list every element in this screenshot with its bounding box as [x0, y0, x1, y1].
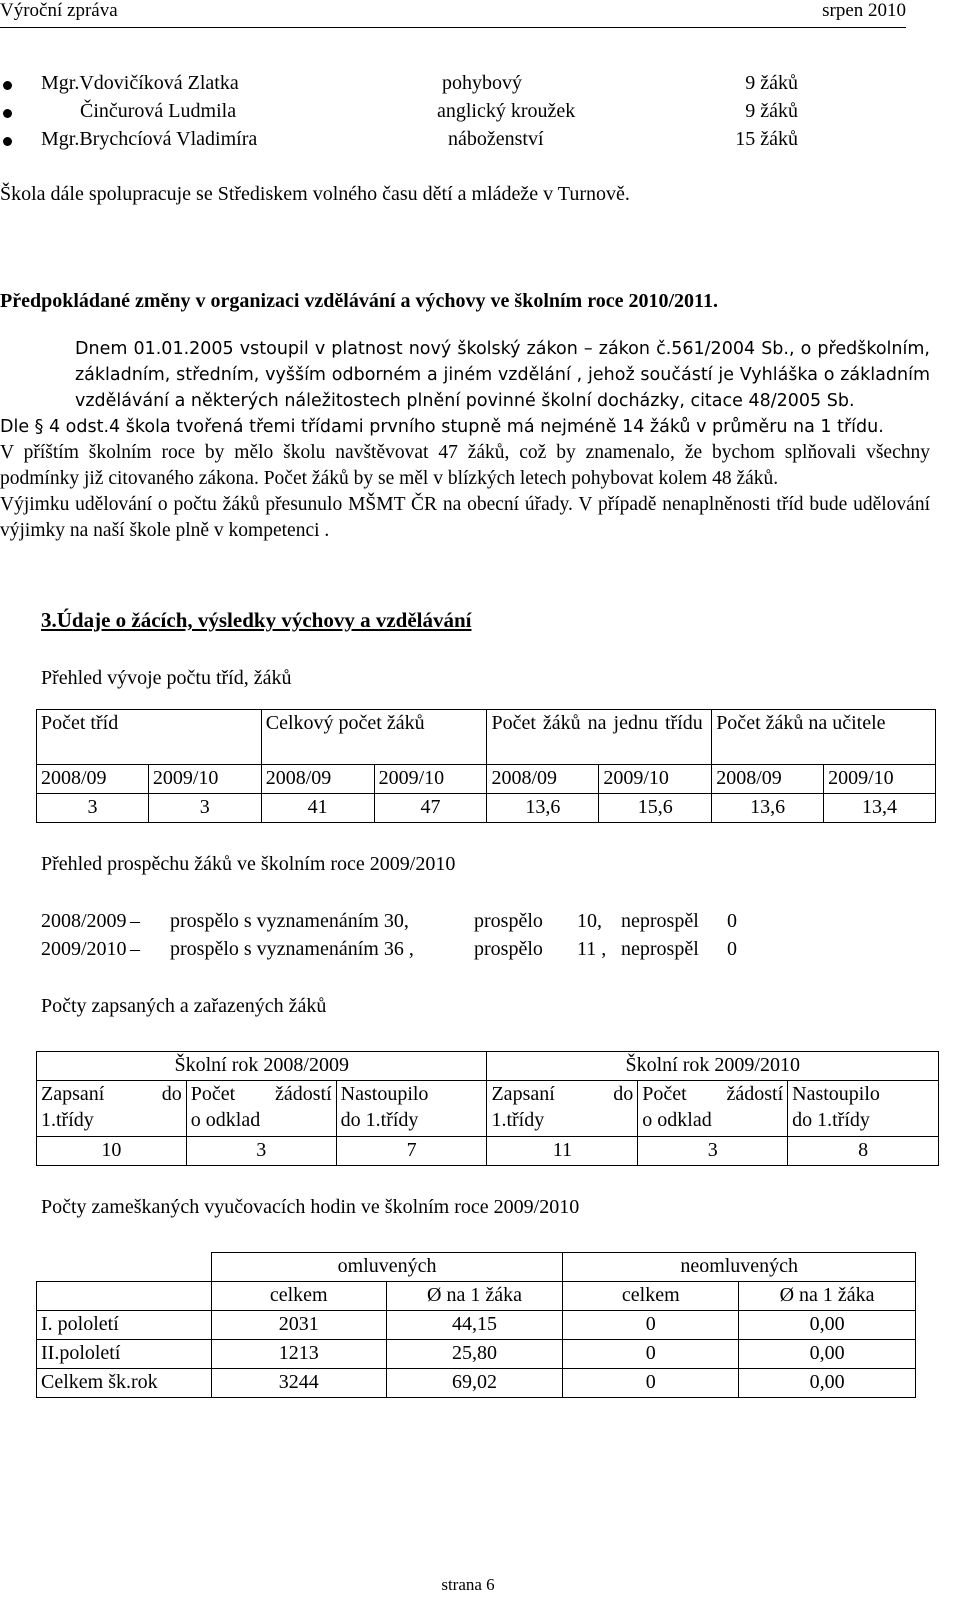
table-row	[37, 1311, 916, 1340]
bullet-icon	[3, 109, 12, 118]
changes-paragraph: Dnem 01.01.2005 vstoupil v platnost nový školský zákon – zákon č.561/2004 Sb., o předškolním, základním, středním, vyšším odborném a jiném vzdělání , jehož součástí je Vyhláška o základním vzdělávání a některých náležitostech plnění povinné školní docházky, citace 48/2005 Sb.	[75, 339, 930, 411]
absence-table	[36, 1252, 916, 1398]
results-failed-count: 0	[727, 910, 737, 932]
table-header-cell: Zapsaní do 1.třídy	[37, 1081, 187, 1137]
table-row	[37, 1052, 939, 1081]
table-header-cell: Počet žádostí o odklad	[638, 1081, 788, 1137]
table-row	[37, 1253, 916, 1282]
table-row	[37, 794, 936, 823]
results-honours: prospělo s vyznamenáním 30,	[170, 910, 409, 932]
table-row	[37, 1137, 939, 1166]
table-cell: 1213	[211, 1340, 386, 1369]
changes-body	[0, 336, 930, 544]
table-row	[37, 1081, 939, 1137]
table-cell: 0	[563, 1311, 739, 1340]
results-failed-label: neprospěl	[621, 938, 699, 960]
table-cell: 13,4	[824, 794, 936, 823]
table-cell: 10	[37, 1137, 187, 1166]
table-cell: 0	[563, 1340, 739, 1369]
teacher-name: Mgr.Brychcíová Vladimíra	[41, 128, 258, 150]
table-header-cell: Počet žáků na jednu třídu	[487, 710, 712, 765]
results-year: 2008/2009	[41, 910, 127, 932]
header-title: Výroční zpráva	[0, 0, 118, 21]
table-header-cell: Školní rok 2009/2010	[487, 1052, 939, 1081]
cooperation-text: Škola dále spolupracuje se Střediskem volného času dětí a mládeže v Turnově.	[0, 183, 630, 205]
results-dash: –	[130, 938, 140, 960]
results-failed-count: 0	[727, 938, 737, 960]
table-cell: 3	[186, 1137, 336, 1166]
table-header-cell: Ø na 1 žáka	[386, 1282, 563, 1311]
table-header-cell: celkem	[563, 1282, 739, 1311]
enrolment-title: Počty zapsaných a zařazených žáků	[41, 995, 327, 1017]
table-cell: 2009/10	[374, 765, 487, 794]
changes-paragraph: V příštím školním roce by mělo školu navštěvovat 47 žáků, což by znamenalo, že bychom splňovali všechny podmínky již citovaného zákona. Počet žáků by se měl v blízkých letech pohybovat kolem 48 žáků.	[0, 442, 930, 489]
table-cell: 0	[563, 1369, 739, 1398]
table-cell: 3	[148, 794, 261, 823]
table-row	[37, 1369, 916, 1398]
teacher-subject: pohybový	[442, 72, 522, 94]
section-heading: 3.Údaje o žácích, výsledky výchovy a vzdělávání	[41, 608, 472, 632]
table-corner-cell	[37, 1253, 212, 1282]
page-number: strana 6	[441, 1575, 495, 1594]
table-row	[37, 1282, 916, 1311]
table-cell: 0,00	[739, 1369, 916, 1398]
table-header-cell: Zapsaní do 1.třídy	[487, 1081, 638, 1137]
table-header-cell: Počet žádostí o odklad	[186, 1081, 336, 1137]
page-header	[0, 0, 906, 28]
results-row	[41, 910, 941, 938]
table-header-cell: Nastoupilo do 1.třídy	[788, 1081, 939, 1137]
changes-paragraph: Dle § 4 odst.4 škola tvořená třemi třídami prvního stupně má nejméně 14 žáků v průměru na 1 třídu.	[0, 417, 884, 437]
table-cell: 41	[261, 794, 374, 823]
changes-paragraph: Výjimku udělování o počtu žáků přesunulo MŠMT ČR na obecní úřady. V případě nenaplněnosti tříd bude udělování výjimky na naší škole plně v kompetenci .	[0, 494, 930, 541]
table-cell: 2009/10	[824, 765, 936, 794]
table-cell: 13,6	[712, 794, 824, 823]
table-row	[37, 710, 936, 765]
table-cell: 44,15	[386, 1311, 563, 1340]
header-date: srpen 2010	[822, 0, 906, 21]
table-header-cell: omluvených	[211, 1253, 563, 1282]
bullet-icon	[3, 81, 12, 90]
table-cell: 2009/10	[148, 765, 261, 794]
table-header-cell	[37, 1282, 212, 1311]
table-header-cell: Počet žáků na učitele	[712, 710, 936, 765]
teacher-subject: anglický kroužek	[437, 100, 576, 122]
page-footer	[0, 1575, 960, 1595]
table-cell: 2008/09	[261, 765, 374, 794]
results-passed-count: 11 ,	[577, 938, 607, 960]
list-item	[0, 128, 960, 156]
results-failed-label: neprospěl	[621, 910, 699, 932]
results-honours: prospělo s vyznamenáním 36 ,	[170, 938, 414, 960]
classes-table	[36, 709, 936, 823]
enrolment-table	[36, 1051, 939, 1166]
table-row-label: II.pololetí	[37, 1340, 212, 1369]
table-cell: 47	[374, 794, 487, 823]
results-dash: –	[130, 910, 140, 932]
table-row-label: I. pololetí	[37, 1311, 212, 1340]
table-cell: 0,00	[739, 1311, 916, 1340]
table-cell: 2031	[211, 1311, 386, 1340]
table-cell: 3	[37, 794, 149, 823]
results-row	[41, 938, 941, 966]
list-item	[0, 72, 960, 100]
results-year: 2009/2010	[41, 938, 127, 960]
table-cell: 25,80	[386, 1340, 563, 1369]
bullet-icon	[3, 137, 12, 146]
table-cell: 2008/09	[712, 765, 824, 794]
table-row	[37, 1340, 916, 1369]
table-cell: 0,00	[739, 1340, 916, 1369]
table-cell: 2008/09	[487, 765, 599, 794]
results-passed-label: prospělo	[474, 910, 543, 932]
table-header-cell: Ø na 1 žáka	[739, 1282, 916, 1311]
table-row-label: Celkem šk.rok	[37, 1369, 212, 1398]
teacher-count: 15 žáků	[735, 128, 798, 150]
teacher-subject: náboženství	[448, 128, 544, 150]
table-header-cell: Počet tříd	[37, 710, 262, 765]
changes-heading: Předpokládané změny v organizaci vzdělávání a výchovy ve školním roce 2010/2011.	[0, 290, 718, 312]
table-cell: 8	[788, 1137, 939, 1166]
table-cell: 3244	[211, 1369, 386, 1398]
teacher-name: Mgr.Vdovičíková Zlatka	[41, 72, 239, 94]
teacher-count: 9 žáků	[745, 100, 798, 122]
results-passed-count: 10,	[577, 910, 602, 932]
results-passed-label: prospělo	[474, 938, 543, 960]
table-cell: 7	[336, 1137, 487, 1166]
classes-title: Přehled vývoje počtu tříd, žáků	[41, 667, 292, 689]
table-header-cell: celkem	[211, 1282, 386, 1311]
table-cell: 13,6	[487, 794, 599, 823]
table-header-cell: Celkový počet žáků	[261, 710, 487, 765]
table-cell: 11	[487, 1137, 638, 1166]
table-cell: 3	[638, 1137, 788, 1166]
table-cell: 2009/10	[599, 765, 712, 794]
results-title: Přehled prospěchu žáků ve školním roce 2009/2010	[41, 853, 456, 875]
table-header-cell: Školní rok 2008/2009	[37, 1052, 487, 1081]
table-cell: 2008/09	[37, 765, 149, 794]
table-cell: 69,02	[386, 1369, 563, 1398]
table-row	[37, 765, 936, 794]
table-header-cell: Nastoupilo do 1.třídy	[336, 1081, 487, 1137]
table-header-cell: neomluvených	[563, 1253, 916, 1282]
teacher-name: Činčurová Ludmila	[80, 100, 237, 122]
table-cell: 15,6	[599, 794, 712, 823]
teacher-count: 9 žáků	[745, 72, 798, 94]
absence-title: Počty zameškaných vyučovacích hodin ve školním roce 2009/2010	[41, 1196, 580, 1218]
list-item	[0, 100, 960, 128]
